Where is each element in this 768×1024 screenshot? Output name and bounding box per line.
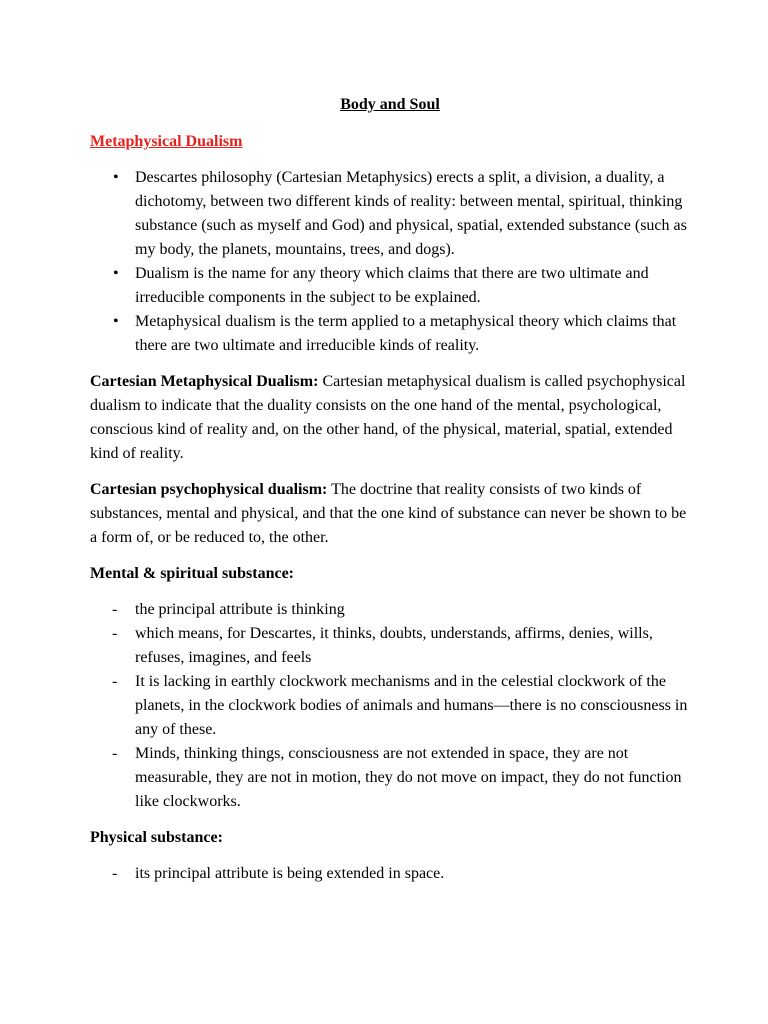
dash-marker: -: [112, 745, 118, 762]
paragraph-text: The doctrine that reality consists of two kinds of substances, mental and physical, and that the one kind of substance can never be shown to be a form of, or be reduced to, the other.: [90, 481, 687, 546]
list-item: [90, 166, 690, 262]
heading-mental-spiritual-substance: Mental & spiritual substance:: [90, 565, 294, 582]
list-item: [90, 598, 690, 622]
list-item: [90, 622, 690, 670]
paragraph-text: Cartesian metaphysical dualism is called psychophysical dualism to indicate that the duality consists on the one hand of the mental, psychological, conscious kind of reality and, on the other hand, of the physical, material, spatial, extended kind of reality.: [90, 373, 686, 462]
list-item-text: its principal attribute is being extended in space.: [135, 865, 445, 882]
bullet-marker: •: [113, 169, 119, 186]
list-item-text: Minds, thinking things, consciousness are not extended in space, they are not measurable, they are not in motion, they do not move on impact, they do not function like clockworks.: [135, 745, 682, 810]
list-item-text: It is lacking in earthly clockwork mechanisms and in the celestial clockwork of the planets, in the clockwork bodies of animals and humans—there is no consciousness in any of these.: [135, 673, 688, 738]
document-title: Body and Soul: [340, 96, 440, 113]
bullet-marker: •: [113, 265, 119, 282]
dash-marker: -: [112, 601, 118, 618]
dash-marker: -: [112, 673, 118, 690]
paragraph-cartesian-metaphysical-dualism: [90, 370, 690, 466]
dash-list-mental: [90, 598, 690, 814]
document-page: [90, 93, 690, 898]
list-item-text: Dualism is the name for any theory which claims that there are two ultimate and irreducible components in the subject to be explained.: [135, 265, 649, 306]
term-label: Cartesian psychophysical dualism:: [90, 481, 328, 498]
list-item: [90, 310, 690, 358]
list-item-text: Metaphysical dualism is the term applied to a metaphysical theory which claims that there are two ultimate and irreducible kinds of reality.: [135, 313, 677, 354]
dash-marker: -: [112, 865, 118, 882]
list-item: [90, 742, 690, 814]
dash-list-physical: [90, 862, 690, 886]
list-item-text: which means, for Descartes, it thinks, doubts, understands, affirms, denies, wills, refuses, imagines, and feels: [135, 625, 653, 666]
list-item: [90, 862, 690, 886]
bullet-marker: •: [113, 313, 119, 330]
list-item: [90, 262, 690, 310]
list-item-text: Descartes philosophy (Cartesian Metaphysics) erects a split, a division, a duality, a dichotomy, between two different kinds of reality: between mental, spiritual, thinking substance (such as myself and God) and physical, spatial, extended substance (such as my body, the planets, mountains, trees, and dogs).: [135, 169, 687, 258]
dash-marker: -: [112, 625, 118, 642]
term-label: Cartesian Metaphysical Dualism:: [90, 373, 319, 390]
bullet-list: [90, 166, 690, 358]
list-item: [90, 670, 690, 742]
paragraph-cartesian-psychophysical-dualism: [90, 478, 690, 550]
section-heading-metaphysical-dualism: Metaphysical Dualism: [90, 133, 243, 150]
list-item-text: the principal attribute is thinking: [135, 601, 345, 618]
heading-physical-substance: Physical substance:: [90, 829, 223, 846]
